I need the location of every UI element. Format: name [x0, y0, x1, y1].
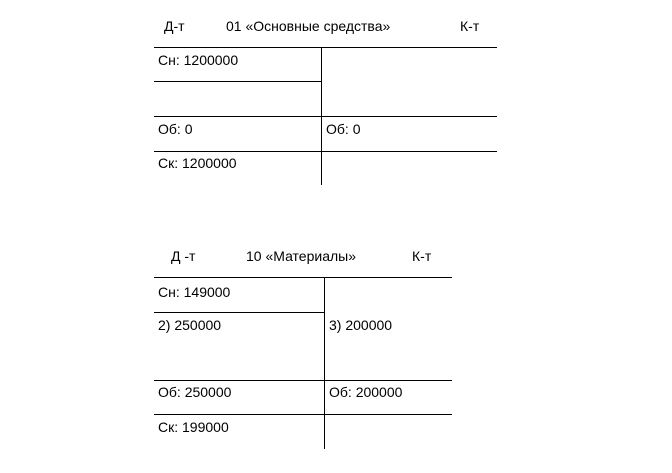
debit-label: Д -т	[171, 248, 196, 264]
credit-turnover: Об: 0	[326, 121, 361, 137]
opening-balance: Сн: 149000	[158, 284, 231, 300]
t-account-center-line	[324, 277, 325, 449]
credit-label: К-т	[460, 18, 480, 34]
debit-turnover: Об: 0	[158, 121, 193, 137]
debit-label: Д-т	[164, 18, 185, 34]
row-divider	[154, 116, 497, 117]
credit-label: К-т	[412, 248, 432, 264]
row-divider	[154, 414, 452, 415]
opening-balance: Сн: 1200000	[158, 52, 239, 68]
closing-balance: Ск: 1200000	[158, 155, 237, 171]
header-divider	[154, 277, 452, 278]
credit-turnover: Об: 200000	[329, 384, 403, 400]
row-divider	[154, 151, 497, 152]
debit-entry: 2) 250000	[158, 317, 222, 333]
row-divider	[154, 380, 452, 381]
credit-entry: 3) 200000	[329, 317, 393, 333]
account-title: 10 «Материалы»	[246, 248, 356, 264]
row-divider	[154, 312, 324, 313]
closing-balance: Ск: 199000	[158, 419, 229, 435]
header-divider	[154, 47, 497, 48]
row-divider	[154, 81, 321, 82]
debit-turnover: Об: 250000	[158, 384, 232, 400]
account-title: 01 «Основные средства»	[226, 18, 391, 34]
